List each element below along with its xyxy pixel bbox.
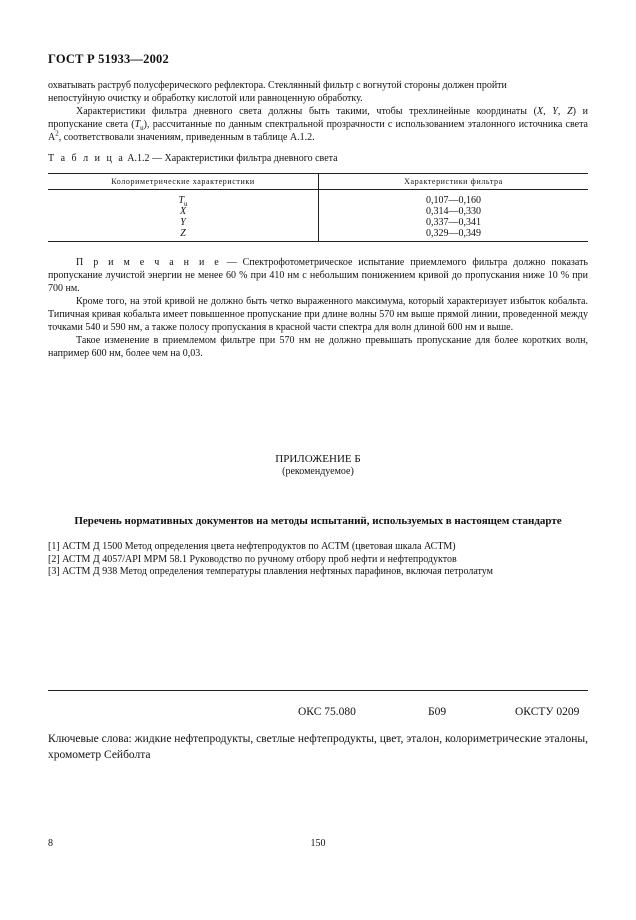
table-row: Y 0,337—0,341 — [48, 217, 588, 228]
filter-characteristics-table — [48, 173, 588, 242]
table-row: Z 0,329—0,349 — [48, 228, 588, 242]
note-paragraph-3: Такое изменение в приемлемом фильтре при 570 нм не должно превышать пропускание для более коротких волн, например 600 нм, более чем на 0,03. — [48, 335, 588, 359]
appendix-subtitle: (рекомендуемое) — [282, 466, 354, 477]
oks-code: ОКС 75.080 — [298, 706, 356, 718]
page-number-center: 150 — [310, 838, 326, 849]
list-item: [2] АСТМ Д 4057/API MPM 58.1 Руководство по ручному отбору проб нефти и нефтепродуктов — [48, 553, 457, 565]
list-item: [1] АСТМ Д 1500 Метод определения цвета нефтепродуктов по АСТМ (цветовая шкала АСТМ) — [48, 541, 456, 552]
filter-requirements-paragraph: Характеристики фильтра дневного света должны быть такими, чтобы трехлинейные координаты (X, Y, Z) и пропускание света $(T_u)$, рассчитанные по данным спектральной прозрачности с использованием эталонного источника света $A^2$, соответствовали значениям, приведенным в таблице А.1.2. — [48, 106, 589, 143]
table-row: $T_u$ 0,107—0,160 — [48, 190, 588, 207]
appendix-title: ПРИЛОЖЕНИЕ Б — [275, 453, 361, 465]
column-header-colorimetric: Колориметрические характеристики — [48, 174, 319, 190]
keywords: Ключевые слова: жидкие нефтепродукты, светлые нефтепродукты, цвет, эталон, колориметрические эталоны, хромометр Сейболта — [48, 733, 588, 761]
divider — [48, 690, 588, 691]
note-paragraph-2: Кроме того, на этой кривой не должно быть четко выраженного максимума, который характеризует избыток кобальта. Типичная кривая кобальта имеет повышенное пропускание при длине волны 570 нм выше прямой линии, проведенной между точками 540 и 590 нм, а также полосу пропускания в красной части спектра для волн длиной 600 нм и выше. — [48, 296, 588, 333]
intro-text — [48, 79, 588, 144]
document-header: ГОСТ Р 51933—2002 — [48, 52, 169, 66]
group-code: Б09 — [428, 706, 447, 718]
column-header-filter: Характеристики фильтра — [319, 174, 589, 190]
references-title: Перечень нормативных документов на методы испытаний, используемых в настоящем стандарте — [74, 515, 562, 527]
note-block — [48, 256, 588, 360]
intro-line-1: охватывать раструб полусферического рефлектора. Стеклянный фильтр с вогнутой стороны должен пройти — [48, 80, 507, 91]
references-list — [48, 541, 493, 579]
table-row: X 0,314—0,330 — [48, 206, 588, 217]
page-number-left: 8 — [48, 838, 53, 849]
note-paragraph: П р и м е ч а н и е — Спектрофотометрическое испытание приемлемого фильтра должно показать пропускание лучистой энергии не менее 60 % при 410 нм с небольшим понижением кривой до пропускания ниже 10 % при 700 нм. — [48, 257, 588, 294]
intro-line-2: непостуйную очистку и обработку кислотой или равноценную обработку. — [48, 93, 363, 104]
list-item: [3] АСТМ Д 938 Метод определения температуры плавления нефтяных парафинов, включая петролатум — [48, 566, 493, 577]
table-caption: Т а б л и ц а А.1.2 — Характеристики фильтра дневного света — [48, 153, 338, 164]
okstu-code: ОКСТУ 0209 — [515, 706, 580, 718]
